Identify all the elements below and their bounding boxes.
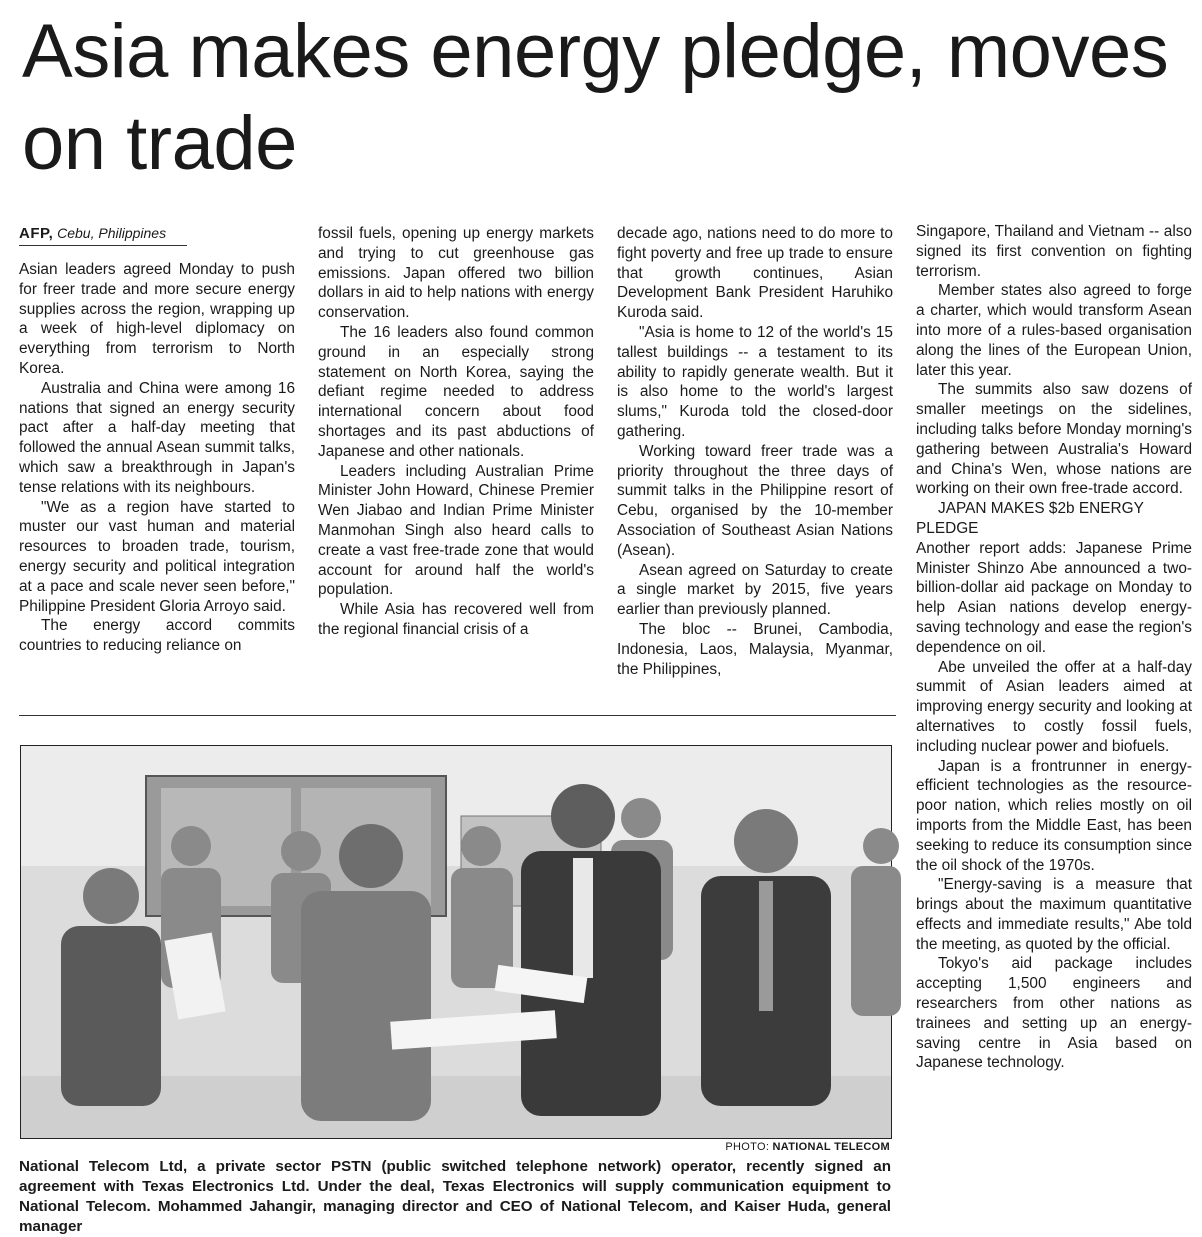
paragraph: The energy accord commits countries to reducing reliance on [19, 617, 295, 655]
paragraph: Japan is a frontrunner in energy-efficient technologies as the resource-poor nation, which relies mostly on oil imports from the Middle East, has been seeking to reduce its consumption since the oil shock of the 1970s. [916, 757, 1192, 874]
paragraph: "Energy-saving is a measure that brings about the maximum quantitative effects and immediate results," Abe told the meeting, as quoted by the official. [916, 876, 1192, 953]
photo-illustration [21, 746, 891, 1138]
subhead: JAPAN MAKES $2b ENERGY PLEDGE [916, 500, 1144, 537]
dateline-agency: AFP, [19, 225, 54, 242]
paragraph: Leaders including Australian Prime Minister John Howard, Chinese Premier Wen Jiabao and Indian Prime Minister Manmohan Singh also heard calls to create a vast free-trade zone that would account for around half the world's population. [318, 462, 594, 599]
article-column-3 [617, 224, 893, 679]
paragraph: Asean agreed on Saturday to create a single market by 2015, five years earlier than previously planned. [617, 561, 893, 619]
photo-credit [600, 1141, 890, 1153]
paragraph: "We as a region have started to muster our vast human and material resources to broaden trade, tourism, energy security and political integration at a pace and scale never seen before," Philippine President Gloria Arroyo said. [19, 498, 295, 615]
article-column-4 [916, 222, 1192, 1073]
paragraph: While Asia has recovered well from the regional financial crisis of a [318, 601, 594, 638]
photo-credit-source: NATIONAL TELECOM [772, 1141, 890, 1153]
paragraph: decade ago, nations need to do more to fight poverty and free up trade to ensure that growth continues, Asian Development Bank President Haruhiko Kuroda said. [617, 225, 893, 322]
paragraph: Working toward freer trade was a priority throughout the three days of summit talks in the Philippine resort of Cebu, organised by the 10-member Association of Southeast Asian Nations (Asean). [617, 442, 893, 559]
paragraph: Asian leaders agreed Monday to push for freer trade and more secure energy supplies across the region, wrapping up a week of high-level diplomacy on everything from terrorism to North Korea. [19, 261, 295, 377]
article-column-2 [318, 224, 594, 640]
paragraph: The summits also saw dozens of smaller meetings on the sidelines, including talks before Monday morning's gathering between Australia's Howard and China's Wen, whose nations are working on their own free-trade accord. [916, 381, 1192, 498]
news-photo [20, 745, 892, 1139]
headline: Asia makes energy pledge, moves on trade [22, 9, 1169, 186]
section-divider [19, 715, 896, 716]
photo-credit-prefix: PHOTO: [725, 1141, 770, 1153]
paragraph: Tokyo's aid package includes accepting 1,500 engineers and researchers from other nations as trainees and setting up an energy-saving centre in Asia based on Japanese technology. [916, 955, 1192, 1072]
paragraph: Singapore, Thailand and Vietnam -- also signed its first convention on fighting terrorism. [916, 223, 1192, 280]
paragraph: Another report adds: Japanese Prime Minister Shinzo Abe announced a two-billion-dollar aid package on Monday to help Asian nations develop energy-saving technology and ease the region's dependence on oil. [916, 539, 1192, 656]
paragraph: Australia and China were among 16 nations that signed an energy security pact after a half-day meeting that followed the annual Asean summit talks, which saw a breakthrough in Japan's tense relations with its neighbours. [19, 379, 295, 496]
paragraph: The 16 leaders also found common ground in an especially strong statement on North Korea, saying the defiant regime needed to address international concern about food shortages and its past abductions of Japanese and other nationals. [318, 323, 594, 460]
dateline [19, 224, 187, 246]
dateline-place: Cebu, Philippines [57, 225, 167, 241]
paragraph: Member states also agreed to forge a charter, which would transform Asean into more of a rules-based organisation along the lines of the European Union, later this year. [916, 282, 1192, 379]
paragraph: "Asia is home to 12 of the world's 15 tallest buildings -- a testament to its ability to rapidly generate wealth. But it is also home to the world's largest slums," Kuroda told the closed-door gathering. [617, 323, 893, 440]
paragraph: fossil fuels, opening up energy markets and trying to cut greenhouse gas emissions. Japan offered two billion dollars in aid to help nations with energy conservation. [318, 225, 594, 322]
photo-caption: National Telecom Ltd, a private sector PSTN (public switched telephone network) operator, recently signed an agreement with Texas Electronics Ltd. Under the deal, Texas Electronics will supply communication equipment to National Telecom. Mohammed Jahangir, managing director and CEO of National Telecom, and Kaiser Huda, general manager [19, 1158, 891, 1235]
paragraph: Abe unveiled the offer at a half-day summit of Asian leaders aimed at improving energy security and looking at alternatives to costly fossil fuels, including nuclear power and biofuels. [916, 658, 1192, 755]
paragraph: The bloc -- Brunei, Cambodia, Indonesia, Laos, Malaysia, Myanmar, the Philippines, [617, 620, 893, 678]
article-column-1 [19, 224, 295, 656]
